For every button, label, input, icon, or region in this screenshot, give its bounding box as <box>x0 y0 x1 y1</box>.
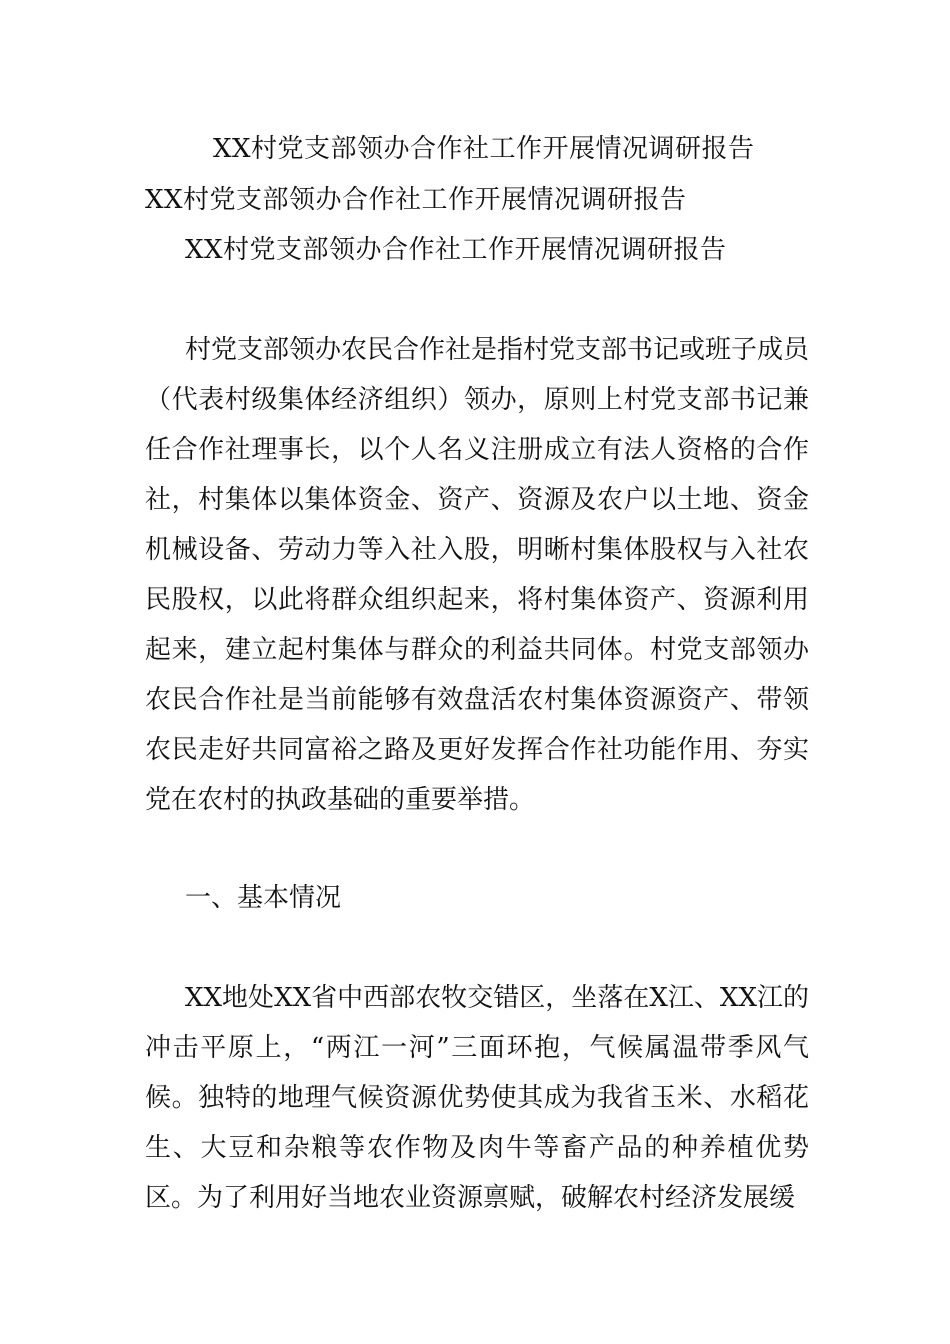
basic-situation-paragraph: XX地处XX省中西部农牧交错区，坐落在X江、XX江的冲击平原上，“两江一河”三面环抱，气候属温带季风气候。独特的地理气候资源优势使其成为我省玉米、水稻花生、大豆和杂粮等农作物及肉牛等畜产品的种养植优势区。为了利用好当地农业资源禀赋，破解农村经济发展缓 <box>145 983 809 1213</box>
document-title-line-1: XX村党支部领办合作社工作开展情况调研报告 <box>213 134 755 164</box>
section-heading-basic-situation: 一、基本情况 <box>185 883 342 913</box>
intro-paragraph: 村党支部领办农民合作社是指村党支部书记或班子成员（代表村级集体经济组织）领办，原则上村党支部书记兼任合作社理事长，以个人名义注册成立有法人资格的合作社，村集体以集体资金、资产、资源及农户以土地、资金机械设备、劳动力等入社入股，明晰村集体股权与入社农民股权，以此将群众组织起来，将村集体资产、资源利用起来，建立起村集体与群众的利益共同体。村党支部领办农民合作社是当前能够有效盘活农村集体资源资产、带领农民走好共同富裕之路及更好发挥合作社功能作用、夯实党在农村的执政基础的重要举措。 <box>145 335 810 815</box>
document-title-line-3: XX村党支部领办合作社工作开展情况调研报告 <box>185 235 727 265</box>
document-title-line-2: XX村党支部领办合作社工作开展情况调研报告 <box>145 185 687 215</box>
